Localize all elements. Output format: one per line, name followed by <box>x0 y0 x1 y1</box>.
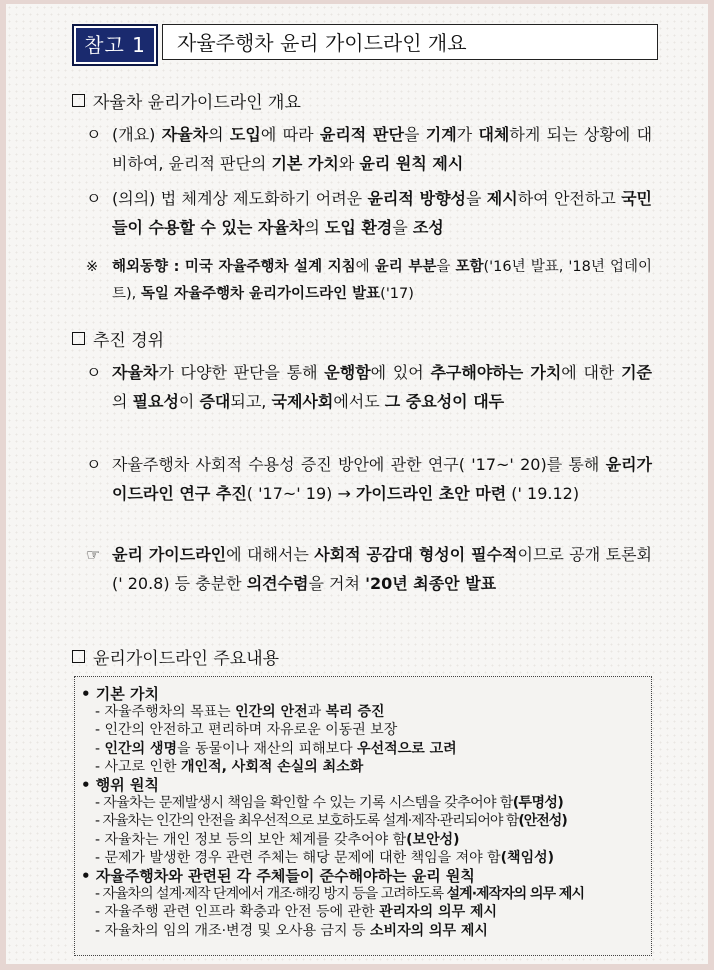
section-heading-progress: 추진 경위 <box>72 326 164 351</box>
group-basic-values-heading: • 기본 가치 <box>81 685 159 703</box>
list-item: - 자율차의 임의 개조·변경 및 오사용 금지 등 소비자의 의무 제시 <box>95 922 488 939</box>
list-item: - 자율주행차의 목표는 인간의 안전과 복리 증진 <box>95 704 385 721</box>
progress-plan <box>86 540 652 628</box>
pointing-hand-icon: ☞ <box>86 545 101 564</box>
overview-item-2-text: (의의) 법 체계상 제도화하기 어려운 윤리적 방향성을 제시하여 안전하고 국민들이 수용할 수 있는 자율차의 도입 환경을 조성 <box>112 189 653 237</box>
overseas-trend-note <box>86 254 652 310</box>
progress-item-2-text: 자율주행차 사회적 수용성 증진 방안에 관한 연구( '17~' 20)를 통해 윤리가이드라인 연구 추진( '17~' 19) → 가이드라인 초안 마련 (' 19.12) <box>112 455 652 503</box>
progress-item-1-text: 자율차가 다양한 판단을 통해 운행함에 있어 추구해야하는 가치에 대한 기준의 필요성이 증대되고, 국제사회에서도 그 중요성이 대두 <box>112 363 652 411</box>
section-heading-overview: 자율차 윤리가이드라인 개요 <box>72 88 301 113</box>
progress-plan-text: 윤리 가이드라인에 대해서는 사회적 공감대 형성이 필수적이므로 공개 토론회(' 20.8) 등 충분한 의견수렴을 거쳐 '20년 최종안 발표 <box>112 545 653 593</box>
list-item: - 자율차의 설계·제작 단계에서 개조·해킹 방지 등을 고려하도록 설계·제작자의 의무 제시 <box>95 886 584 903</box>
list-item: - 인간의 생명을 동물이나 재산의 피해보다 우선적으로 고려 <box>95 740 457 757</box>
guideline-contents-box <box>74 676 652 956</box>
overview-item-1 <box>86 120 652 180</box>
overview-item-1-text: (개요) 자율차의 도입에 따라 윤리적 판단을 기계가 대체하게 되는 상황에 대비하여, 윤리적 판단의 기본 가치와 윤리 원칙 제시 <box>112 125 653 173</box>
bullet-circle-icon: ㅇ <box>86 189 102 208</box>
list-item: - 문제가 발생한 경우 관련 주체는 해당 문제에 대한 책임을 져야 함(책임성) <box>95 849 555 866</box>
document-page <box>6 4 708 964</box>
section-heading-contents: 윤리가이드라인 주요내용 <box>72 644 279 669</box>
group-conduct-principles-heading: • 행위 원칙 <box>81 776 159 795</box>
checkbox-square-icon <box>72 650 85 663</box>
page-title: 자율주행차 윤리 가이드라인 개요 <box>162 24 658 60</box>
list-item: - 자율차는 개인 정보 등의 보안 체계를 갖추어야 함(보안성) <box>95 831 460 848</box>
bullet-circle-icon: ㅇ <box>86 363 102 382</box>
group-stakeholder-principles-heading: • 자율주행차와 관련된 각 주체들이 준수해야하는 윤리 원칙 <box>81 867 475 886</box>
list-item: - 자율주행 관련 인프라 확충과 안전 등에 관한 관리자의 의무 제시 <box>95 904 498 921</box>
reference-mark-icon: ※ <box>86 259 99 275</box>
bullet-circle-icon: ㅇ <box>86 125 102 144</box>
list-item: - 사고로 인한 개인적, 사회적 손실의 최소화 <box>95 758 364 775</box>
overview-item-2 <box>86 184 652 244</box>
bullet-circle-icon: ㅇ <box>86 455 102 474</box>
checkbox-square-icon <box>72 94 85 107</box>
progress-item-2 <box>86 450 652 538</box>
list-item: - 자율차는 인간의 안전을 최우선적으로 보호하도록 설계·제작·관리되어야 함(안전성) <box>95 813 567 830</box>
list-item: - 인간의 안전하고 편리하며 자유로운 이동권 보장 <box>95 722 398 739</box>
progress-item-1 <box>86 358 652 446</box>
checkbox-square-icon <box>72 332 85 345</box>
overseas-trend-text: 해외동향 : 미국 자율주행차 설계 지침에 윤리 부분을 포함('16년 발표, '18년 업데이트), 독일 자율주행차 윤리가이드라인 발표('17) <box>112 259 652 302</box>
list-item: - 자율차는 문제발생시 책임을 확인할 수 있는 기록 시스템을 갖추어야 함(투명성) <box>95 795 564 812</box>
reference-badge: 참고 1 <box>72 24 158 66</box>
